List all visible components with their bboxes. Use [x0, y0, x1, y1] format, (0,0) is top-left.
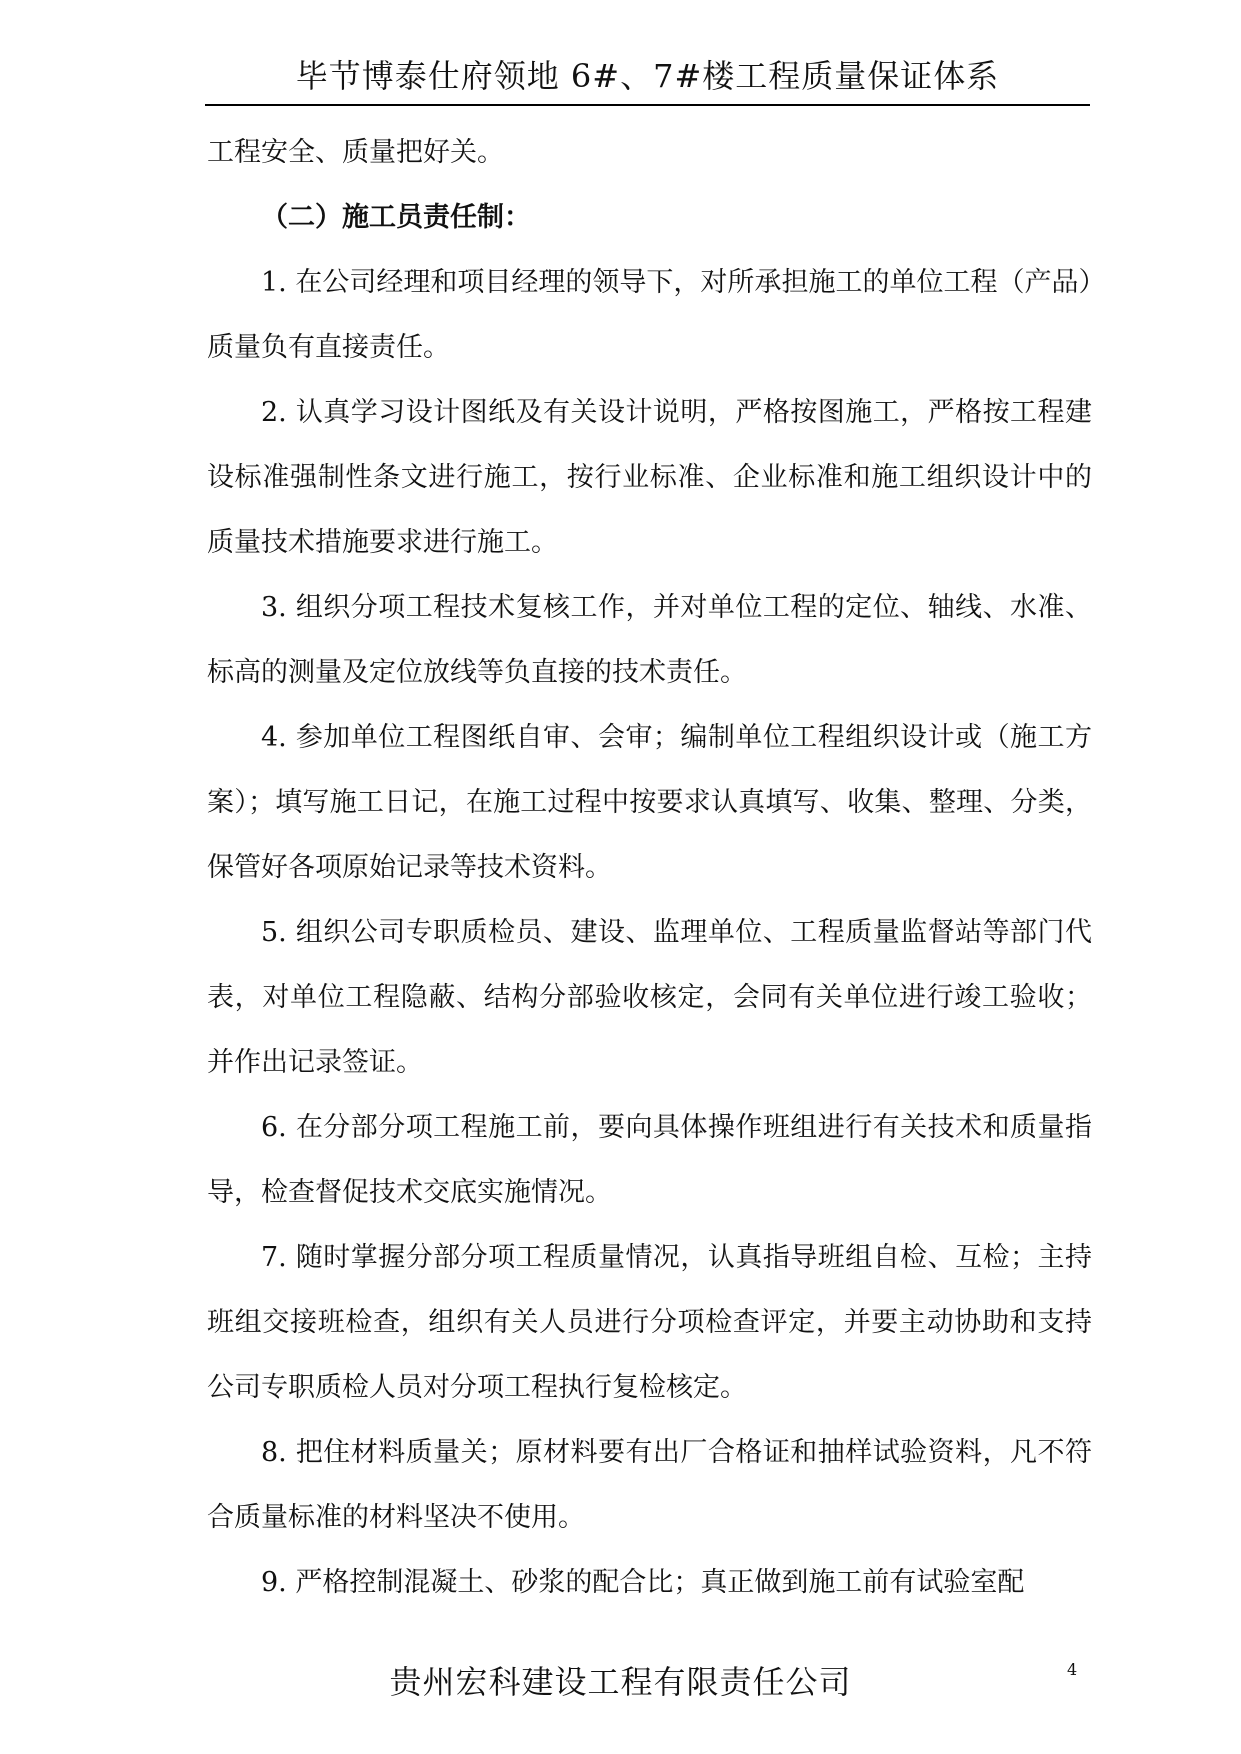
page-number: 4 [1067, 1660, 1078, 1679]
list-item: 2. 认真学习设计图纸及有关设计说明，严格按图施工，严格按工程建设标准强制性条文进行施工，按行业标准、企业标准和施工组织设计中的质量技术措施要求进行施工。 [207, 397, 1092, 558]
list-item: 7. 随时掌握分部分项工程质量情况，认真指导班组自检、互检；主持班组交接班检查，组织有关人员进行分项检查评定，并要主动协助和支持公司专职质检人员对分项工程执行复检核定。 [207, 1242, 1092, 1403]
section-heading: （二）施工员责任制： [261, 202, 531, 233]
list-item: 8. 把住材料质量关；原材料要有出厂合格证和抽样试验资料，凡不符合质量标准的材料坚决不使用。 [207, 1437, 1092, 1533]
list-item: 1. 在公司经理和项目经理的领导下，对所承担施工的单位工程（产品）质量负有直接责任。 [207, 267, 1092, 363]
list-item: 5. 组织公司专职质检员、建设、监理单位、工程质量监督站等部门代表，对单位工程隐蔽、结构分部验收核定，会同有关单位进行竣工验收；并作出记录签证。 [207, 917, 1092, 1078]
document-title: 毕节博泰仕府领地 6#、7#楼工程质量保证体系 [295, 57, 1000, 95]
list-item: 3. 组织分项工程技术复核工作，并对单位工程的定位、轴线、水准、标高的测量及定位放线等负直接的技术责任。 [207, 592, 1092, 688]
footer-company-name: 贵州宏科建设工程有限责任公司 [389, 1663, 852, 1701]
list-item: 6. 在分部分项工程施工前，要向具体操作班组进行有关技术和质量指导，检查督促技术交底实施情况。 [207, 1112, 1092, 1208]
page-header [205, 52, 1090, 106]
continuation-paragraph: 工程安全、质量把好关。 [207, 137, 504, 168]
list-item: 9. 严格控制混凝土、砂浆的配合比；真正做到施工前有试验室配 [261, 1567, 1025, 1598]
document-body [207, 120, 1092, 1615]
list-item: 4. 参加单位工程图纸自审、会审；编制单位工程组织设计或（施工方案）；填写施工日记，在施工过程中按要求认真填写、收集、整理、分类，保管好各项原始记录等技术资料。 [207, 722, 1092, 883]
